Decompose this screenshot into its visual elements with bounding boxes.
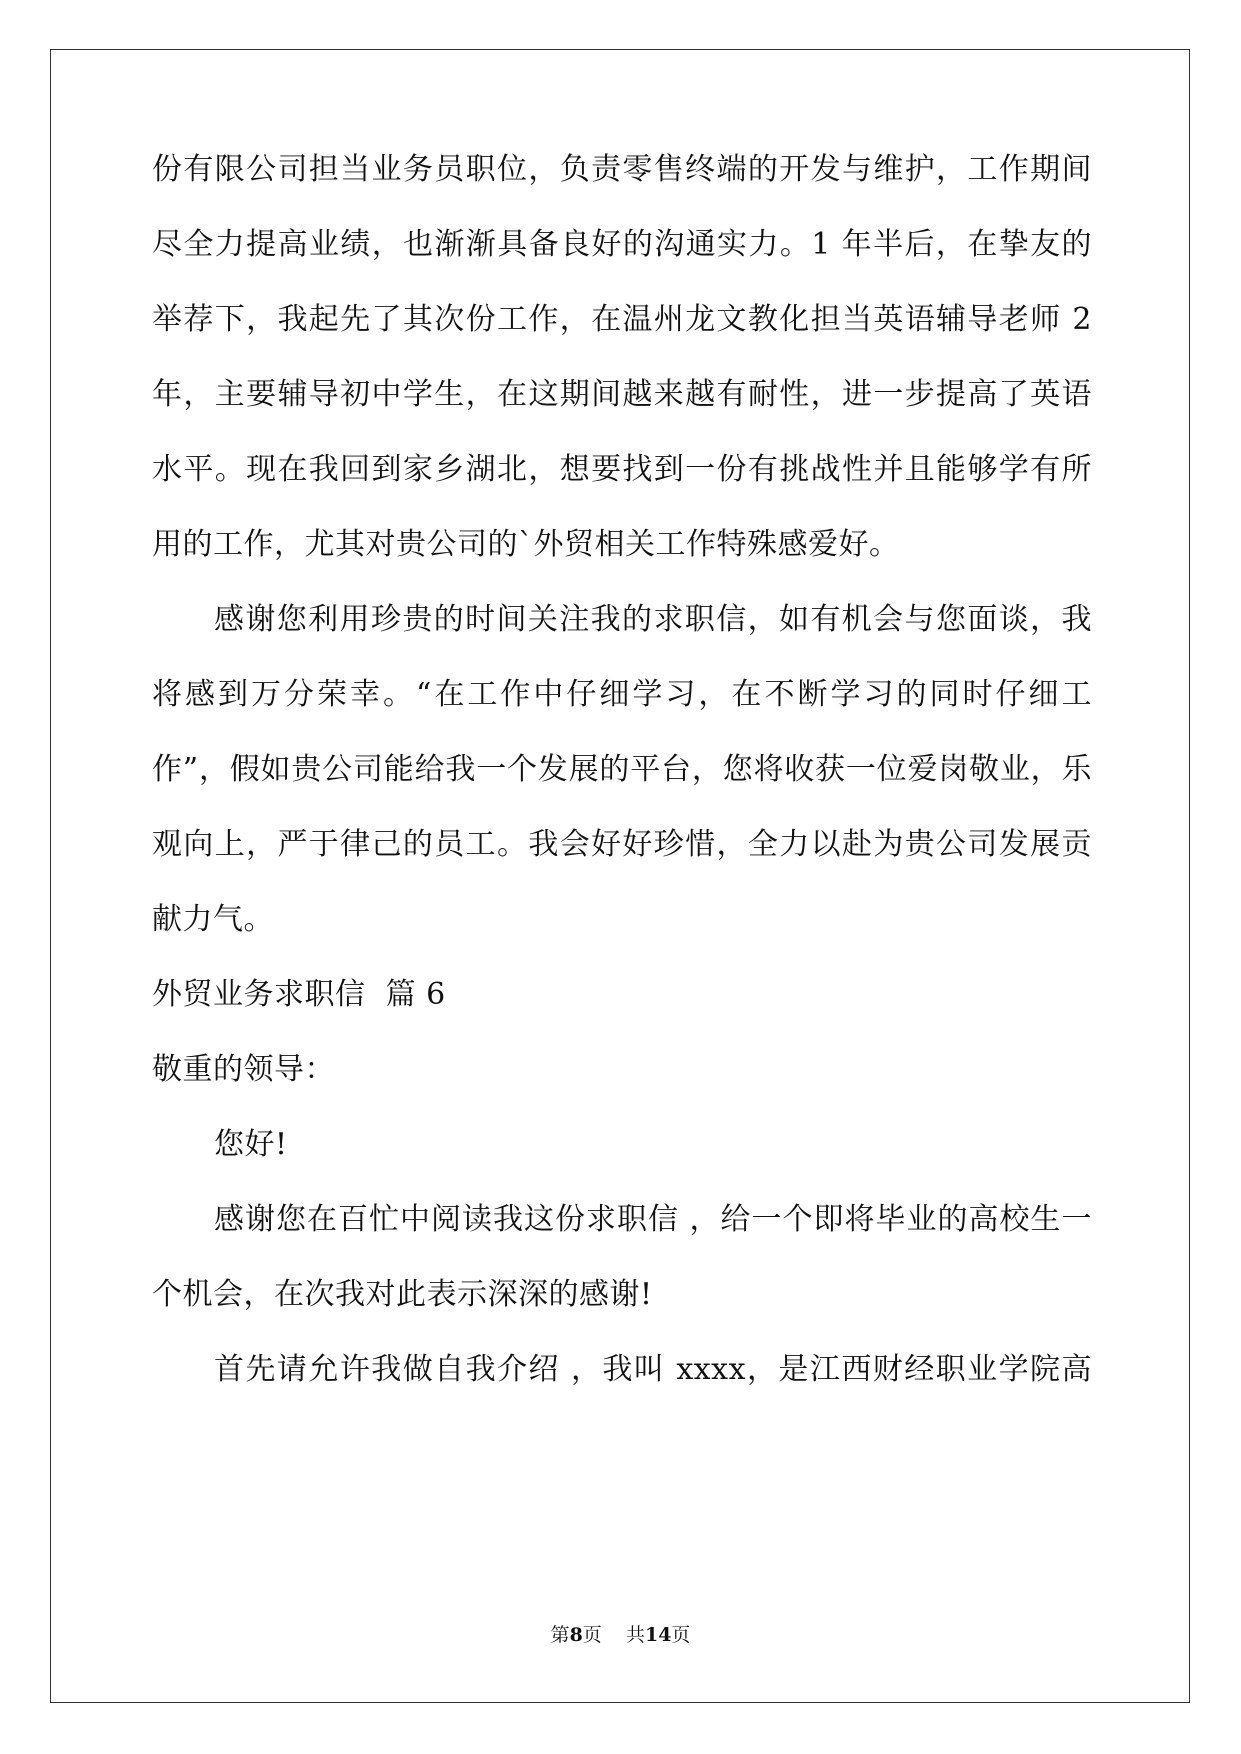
footer-prefix: 第 <box>550 1624 570 1646</box>
section-heading: 外贸业务求职信 篇 6 <box>152 977 446 1012</box>
greeting: 您好! <box>214 1127 288 1162</box>
paragraph-line: 首先请允许我做自我介绍 ，我叫 xxxx，是江西财经职业学院高 <box>214 1352 1092 1387</box>
footer-middle: 页 共 <box>582 1624 645 1646</box>
paragraph-line: 尽全力提高业绩，也渐渐具备良好的沟通实力。1 年半后，在挚友的 <box>152 227 1092 262</box>
paragraph-line: 举荐下，我起先了其次份工作，在温州龙文教化担当英语辅导老师 2 <box>152 302 1092 337</box>
paragraph-line: 感谢您在百忙中阅读我这份求职信 ，给一个即将毕业的高校生一 <box>214 1202 1092 1237</box>
footer-suffix: 页 <box>671 1624 691 1646</box>
paragraph-line: 感谢您利用珍贵的时间关注我的求职信，如有机会与您面谈，我 <box>214 602 1092 637</box>
paragraph-line: 作”，假如贵公司能给我一个发展的平台，您将收获一位爱岗敬业，乐 <box>152 752 1092 787</box>
current-page-number: 8 <box>569 1624 583 1646</box>
page-border <box>50 49 1190 1703</box>
paragraph-line: 水平。现在我回到家乡湖北，想要找到一份有挑战性并且能够学有所 <box>152 452 1092 487</box>
page-footer <box>0 1620 1241 1647</box>
total-page-number: 14 <box>644 1624 672 1646</box>
paragraph-line: 观向上，严于律己的员工。我会好好珍惜，全力以赴为贵公司发展贡 <box>152 827 1092 862</box>
paragraph-line: 将感到万分荣幸。“在工作中仔细学习，在不断学习的同时仔细工 <box>152 677 1092 712</box>
paragraph-line: 份有限公司担当业务员职位，负责零售终端的开发与维护，工作期间 <box>152 152 1092 187</box>
paragraph-line: 年，主要辅导初中学生，在这期间越来越有耐性，进一步提高了英语 <box>152 377 1092 412</box>
paragraph-line: 个机会，在次我对此表示深深的感谢! <box>152 1277 653 1312</box>
paragraph-line: 用的工作，尤其对贵公司的`外贸相关工作特殊感爱好。 <box>152 527 900 562</box>
salutation: 敬重的领导： <box>152 1052 335 1087</box>
paragraph-line: 献力气。 <box>152 902 274 937</box>
